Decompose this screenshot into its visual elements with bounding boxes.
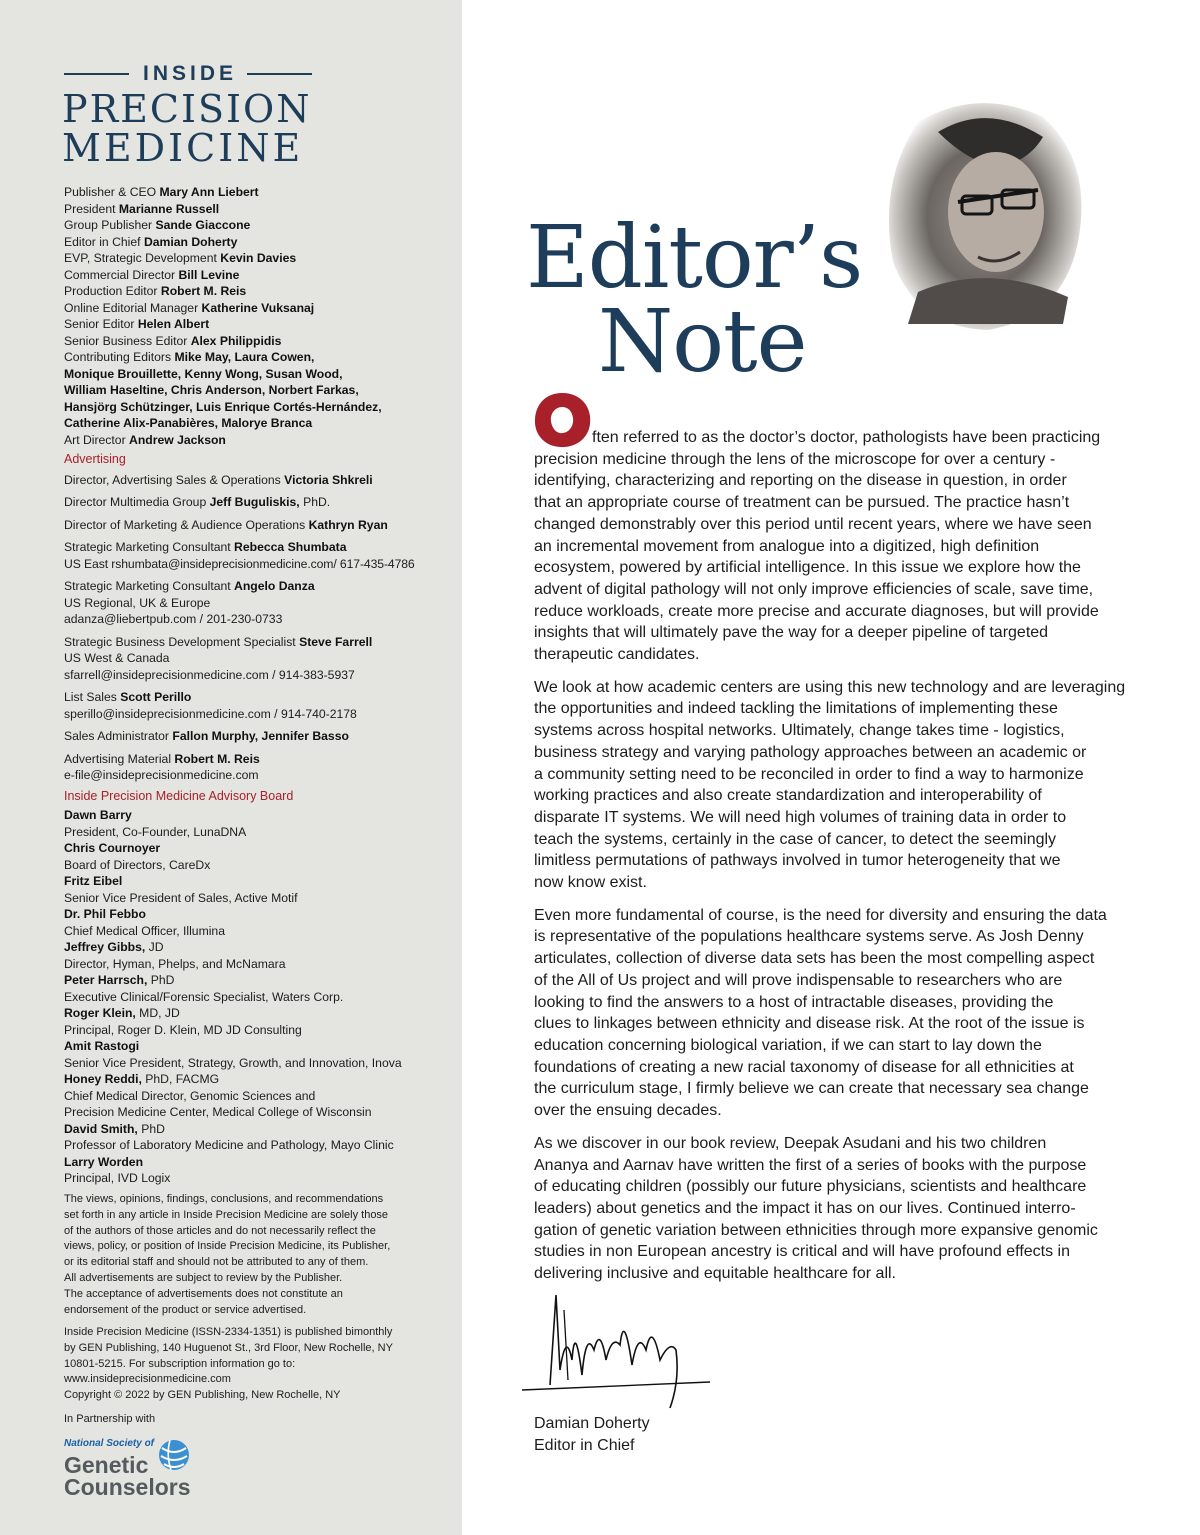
staff-role: Director Multimedia Group: [64, 495, 207, 509]
board-member-title: Chief Medical Officer, Illumina: [64, 923, 225, 938]
staff-role: Director of Marketing & Audience Operations: [64, 517, 306, 532]
board-member-name: [64, 1121, 454, 1138]
signoff-title: Editor in Chief: [534, 1436, 635, 1454]
board-member-name: [64, 1038, 454, 1055]
staff-name: Scott Perillo: [120, 690, 192, 704]
ad-contact: US East rshumbata@insideprecisionmedicine.com/ 617-435-4786: [64, 556, 415, 571]
board-member-title: Professor of Laboratory Medicine and Pathology, Mayo Clinic: [64, 1138, 394, 1152]
staff-name: William Haseltine, Chris Anderson, Norbert Farkas,: [64, 383, 359, 397]
body-line: ften referred to as the doctor’s doctor, pathologists have been practicing: [592, 429, 1101, 446]
body-line: an incremental movement from analogue into a digitized, high definition: [534, 537, 1040, 555]
body-line: systems across hospital networks. Ultimately, change takes time - logistics,: [534, 722, 1065, 740]
body-line: As we discover in our book review, Deepak Asudani and his two children: [534, 1134, 1047, 1152]
advisory-board-heading: Inside Precision Medicine Advisory Board: [64, 788, 294, 803]
staff-role: Editor in Chief: [64, 234, 141, 249]
board-member-name: [64, 1071, 454, 1088]
logo-inside-text: INSIDE: [143, 62, 238, 85]
staff-name: Marianne Russell: [118, 201, 220, 216]
staff-name: Larry Worden: [64, 1154, 144, 1169]
logo-inside: [64, 62, 312, 86]
board-member-title: Chief Medical Director, Genomic Sciences and: [64, 1088, 316, 1103]
nsgc-logo-small-text: National Society of: [64, 1438, 155, 1449]
staff-name: Bill Levine: [178, 267, 240, 282]
board-member-title: Precision Medicine Center, Medical College of Wisconsin: [64, 1105, 372, 1119]
staff-role: Art Director: [64, 432, 126, 447]
staff-line: [64, 234, 454, 251]
staff-name: Monique Brouillette, Kenny Wong, Susan Wood,: [64, 366, 343, 381]
staff-role: Group Publisher: [64, 218, 153, 232]
body-line: insights that will ultimately pave the way for a deeper pipeline of targeted: [534, 624, 1049, 642]
logo-rule-left: [64, 73, 129, 75]
body-line: reduce workloads, create more precise and accurate diagnoses, but will provide: [534, 602, 1099, 620]
logo-precision: PRECISION: [62, 87, 312, 131]
logo-medicine: MEDICINE: [62, 126, 304, 170]
body-line: delivering inclusive and equitable healthcare for all.: [534, 1265, 896, 1283]
ad-line: [64, 494, 454, 511]
body-line: education concerning biological variation, if we can start to lay down the: [534, 1036, 1042, 1054]
body-line: Ananya and Aarnav have written the first of a series of books with the purpose: [534, 1156, 1087, 1174]
advertising-heading: Advertising: [64, 452, 126, 466]
ad-line: [64, 751, 454, 768]
board-member-title: Principal, Roger D. Klein, MD JD Consulting: [64, 1022, 302, 1037]
board-member-title: Executive Clinical/Forensic Specialist, Waters Corp.: [64, 989, 344, 1004]
body-line: looking to find the answers to a host of intractable diseases, providing the: [534, 993, 1054, 1011]
staff-line: [64, 316, 454, 333]
editor-portrait: [878, 92, 1088, 332]
body-line: working practices and also create standardization and interoperability of: [534, 787, 1042, 805]
staff-role: Contributing Editors: [64, 350, 172, 364]
disclaimer-line: of the authors of those articles and do not necessarily reflect the: [64, 1224, 376, 1237]
body-line: ecosystem, powered by artificial intelligence. In this issue we explore how the: [534, 559, 1081, 577]
logo-rule-right: [247, 73, 312, 75]
ad-line: [64, 728, 454, 745]
staff-name: Chris Cournoyer: [64, 841, 161, 855]
board-member-title: Senior Vice President of Sales, Active Motif: [64, 890, 298, 905]
body-line: changed demonstrably over this period until recent years, where we have seen: [534, 515, 1092, 533]
body-line: is representative of the populations healthcare systems serve. As Josh Denny: [534, 928, 1084, 946]
ad-line: [64, 634, 454, 651]
ad-region: US Regional, UK & Europe: [64, 595, 211, 610]
staff-name: Honey Reddi,: [64, 1072, 142, 1086]
ad-region: US West & Canada: [64, 651, 170, 665]
staff-role: EVP, Strategic Development: [64, 251, 217, 265]
body-line: studies in non European ancestry is critical and will have profound effects in: [534, 1243, 1071, 1261]
staff-name: Steve Farrell: [299, 634, 373, 649]
staff-name: Fritz Eibel: [64, 874, 123, 888]
body-line: of educating children (possibly our future physicians, scientists and healthcare: [534, 1178, 1087, 1196]
staff-name: Jeff Buguliskis,: [209, 495, 300, 509]
pubinfo-line: by GEN Publishing, 140 Huguenot St., 3rd Floor, New Rochelle, NY: [64, 1341, 393, 1354]
board-member-title: Principal, IVD Logix: [64, 1171, 171, 1185]
board-member-title: Board of Directors, CareDx: [64, 857, 211, 872]
staff-name: Peter Harrsch,: [64, 973, 148, 987]
board-member-name: [64, 906, 454, 923]
board-member-title: Senior Vice President, Strategy, Growth, and Innovation, Inova: [64, 1055, 402, 1070]
staff-role: List Sales: [64, 690, 117, 704]
body-line: Even more fundamental of course, is the need for diversity and ensuring the data: [534, 906, 1107, 924]
staff-name: Robert M. Reis: [160, 284, 247, 298]
body-line: the curriculum stage, I firmly believe we can create that necessary sea change: [534, 1080, 1089, 1098]
staff-name: Roger Klein,: [64, 1006, 136, 1020]
partnership-label: In Partnership with: [64, 1413, 156, 1425]
disclaimer-line: or its editorial staff and should not be attributed to any of them.: [64, 1256, 369, 1269]
disclaimer-line: views, policy, or position of Inside Precision Medicine, its Publisher,: [64, 1240, 391, 1253]
staff-line: [64, 267, 454, 284]
body-line: limitless permutations of pathways involved in tumor heterogeneity that we: [534, 852, 1061, 870]
staff-name: Andrew Jackson: [129, 432, 226, 447]
ad-contact: sfarrell@insideprecisionmedicine.com / 914-383-5937: [64, 667, 355, 682]
board-member-name: [64, 939, 454, 956]
disclaimer: [64, 1192, 434, 1318]
board-member-name: [64, 1154, 454, 1171]
body-line: identifying, characterizing and reporting on the disease in question, in order: [534, 472, 1067, 490]
disclaimer-line: set forth in any article in Inside Precision Medicine are solely those: [64, 1208, 389, 1221]
staff-role: Senior Editor: [64, 317, 135, 331]
body-line: a community setting need to be reconciled in order to find a way to harmonize: [534, 765, 1084, 783]
editor-signature: [520, 1290, 720, 1410]
staff-credential: MD, JD: [139, 1006, 180, 1020]
disclaimer-line: endorsement of the product or service advertised.: [64, 1303, 307, 1316]
staff-role: Advertising Material: [64, 751, 172, 766]
staff-name: David Smith,: [64, 1121, 138, 1136]
ad-contact: sperillo@insideprecisionmedicine.com / 914-740-2178: [64, 706, 357, 721]
staff-name: Rebecca Shumbata: [234, 540, 347, 554]
signoff-name: Damian Doherty: [534, 1415, 650, 1432]
nsgc-logo: [64, 1436, 204, 1500]
staff-name: Helen Albert: [137, 317, 210, 331]
staff-line: [64, 399, 454, 416]
disclaimer-line: All advertisements are subject to review by the Publisher.: [64, 1271, 343, 1284]
staff-role: Strategic Marketing Consultant: [64, 540, 231, 554]
disclaimer-line: The views, opinions, findings, conclusions, and recommendations: [64, 1193, 384, 1205]
board-member-name: [64, 840, 454, 857]
staff-credential: PhD: [150, 973, 175, 987]
staff-name: Angelo Danza: [234, 579, 315, 593]
staff-name: Kathryn Ryan: [308, 517, 388, 532]
ad-line: [64, 517, 454, 534]
body-line: disparate IT systems. We will need high volumes of training data in order to: [534, 808, 1067, 826]
staff-role: Publisher & CEO: [64, 185, 157, 199]
ad-line: [64, 472, 454, 489]
staff-name: Alex Philippidis: [190, 333, 282, 348]
staff-role: Director, Advertising Sales & Operations: [64, 472, 281, 487]
staff-credential: JD: [148, 940, 164, 954]
pubinfo-line: Inside Precision Medicine (ISSN-2334-1351) is published bimonthly: [64, 1326, 393, 1338]
staff-role: Strategic Marketing Consultant: [64, 579, 231, 593]
staff-name: Fallon Murphy, Jennifer Basso: [172, 729, 349, 743]
masthead-sidebar: [0, 0, 462, 1535]
nsgc-logo-genetic: Genetic: [64, 1452, 149, 1478]
ad-line: [64, 539, 454, 556]
staff-line: [64, 349, 454, 366]
staff-credential: PhD.: [303, 495, 331, 509]
signoff: [534, 1413, 650, 1456]
paragraph-1: [534, 427, 1124, 666]
staff-line: [64, 366, 454, 383]
ad-line: [64, 689, 454, 706]
dna-globe-icon: [157, 1436, 191, 1474]
body-line: clues to linkages between ethnicity and disease risk. At the root of the issue is: [534, 1015, 1085, 1033]
staff-name: Mary Ann Liebert: [159, 185, 259, 199]
page-title-line2: Note: [598, 292, 807, 392]
body-line: precision medicine through the lens of the microscope for over a century -: [534, 450, 1056, 468]
staff-name: Amit Rastogi: [64, 1039, 140, 1053]
ad-contact: adanza@liebertpub.com / 201-230-0733: [64, 612, 283, 626]
paragraph-2: [534, 677, 1124, 894]
staff-name: Damian Doherty: [143, 234, 238, 249]
staff-role: Sales Administrator: [64, 729, 169, 743]
staff-credential: PhD, FACMG: [145, 1072, 220, 1086]
staff-line: [64, 415, 454, 432]
staff-line: [64, 333, 454, 350]
body-line: now know exist.: [534, 874, 647, 892]
staff-name: Jeffrey Gibbs,: [64, 940, 146, 954]
body-line: advent of digital pathology will not only improve efficiencies of scale, save time,: [534, 580, 1094, 598]
copyright-line: Copyright © 2022 by GEN Publishing, New Rochelle, NY: [64, 1389, 341, 1402]
staff-role: Senior Business Editor: [64, 333, 188, 348]
page-title-line1: Editor’s: [526, 208, 863, 308]
body-line: gation of genetic variation between ethnicities through more expansive genomic: [534, 1221, 1098, 1239]
body-line: leaders) about genetics and the impact it has on our lives. Continued interro-: [534, 1199, 1076, 1217]
ad-line: [64, 578, 454, 595]
staff-role: Production Editor: [64, 284, 158, 298]
staff-credential: PhD: [141, 1121, 165, 1136]
ad-contact: e-file@insideprecisionmedicine.com: [64, 768, 259, 782]
body-line: teach the systems, certainly in the case of cancer, to detect the seemingly: [534, 830, 1057, 848]
body-line: the opportunities and indeed tackling the limitations of implementing these: [534, 700, 1058, 718]
body-line: that an appropriate course of treatment can be pursued. The practice hasn’t: [534, 494, 1070, 512]
staff-line: [64, 432, 454, 449]
body-line: business strategy and varying pathology approaches between an academic or: [534, 743, 1087, 761]
nsgc-logo-counselors: Counselors: [64, 1474, 191, 1500]
board-member-name: [64, 807, 454, 824]
staff-line: [64, 250, 454, 267]
body-line: therapeutic candidates.: [534, 646, 700, 664]
body-line: over the ensuing decades.: [534, 1102, 722, 1120]
staff-name: Victoria Shkreli: [284, 472, 373, 487]
staff-role: Commercial Director: [64, 267, 176, 282]
board-member-name: [64, 972, 454, 989]
body-line: We look at how academic centers are using this new technology and are leveraging: [534, 678, 1126, 696]
staff-name: Sande Giaccone: [155, 218, 251, 232]
staff-role: Strategic Business Development Specialist: [64, 634, 296, 649]
staff-name: Dr. Phil Febbo: [64, 907, 146, 921]
staff-name: Katherine Vuksanaj: [201, 300, 315, 315]
staff-role: Online Editorial Manager: [64, 300, 199, 315]
staff-line: [64, 184, 454, 201]
staff-name: Catherine Alix-Panabières, Malorye Branca: [64, 416, 313, 430]
staff-name: Hansjörg Schützinger, Luis Enrique Cortés-Hernández,: [64, 399, 382, 414]
board-member-name: [64, 873, 454, 890]
board-member-title: Director, Hyman, Phelps, and McNamara: [64, 956, 286, 971]
staff-name: Dawn Barry: [64, 808, 132, 822]
paragraph-4: [534, 1133, 1124, 1285]
staff-line: [64, 201, 454, 218]
staff-name: Kevin Davies: [220, 251, 297, 265]
body-line: of the All of Us project and will prove indispensable to researchers who are: [534, 971, 1063, 989]
staff-line: [64, 382, 454, 399]
paragraph-3: [534, 905, 1124, 1122]
editorial-body: [534, 427, 1124, 1296]
body-line: foundations of creating a new racial taxonomy of disease for all ethnicities at: [534, 1058, 1074, 1076]
board-member-name: [64, 1005, 454, 1022]
board-member-title: President, Co-Founder, LunaDNA: [64, 824, 247, 839]
staff-line: [64, 217, 454, 234]
pubinfo-line: 10801-5215. For subscription information go to:: [64, 1357, 296, 1370]
staff-name: Robert M. Reis: [174, 751, 260, 766]
staff-list: [64, 184, 454, 1187]
staff-name: Mike May, Laura Cowen,: [174, 350, 315, 364]
website-link[interactable]: www.insideprecisionmedicine.com: [64, 1373, 231, 1386]
body-line: articulates, collection of diverse data sets has been the most compelling aspect: [534, 950, 1095, 968]
staff-line: [64, 300, 454, 317]
staff-line: [64, 283, 454, 300]
staff-role: President: [64, 201, 116, 216]
publication-info: [64, 1325, 444, 1404]
disclaimer-line: The acceptance of advertisements does not constitute an: [64, 1287, 343, 1300]
